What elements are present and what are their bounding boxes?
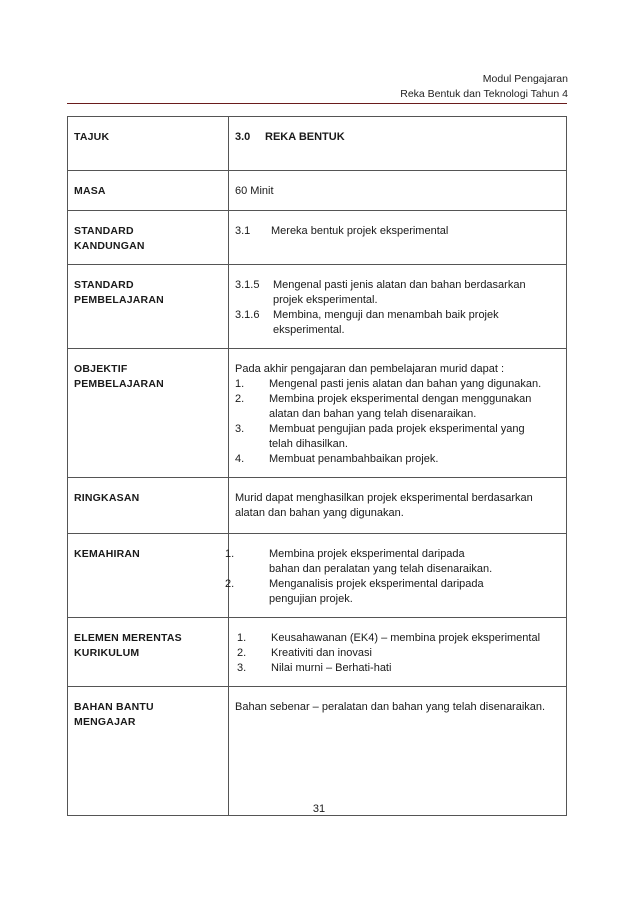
label-line: KURIKULUM [74, 647, 140, 659]
elemen-item [235, 631, 560, 646]
label-standard-kandungan [68, 211, 229, 265]
item-text: Membuat pengujian pada projek eksperimental yang [269, 423, 525, 435]
value-masa: 60 Minit [229, 171, 567, 211]
kemahiran-item [225, 577, 560, 607]
value-kemahiran [225, 534, 567, 618]
item-text: Membina projek eksperimental daripada [269, 548, 465, 560]
row-objektif [68, 349, 567, 478]
item-text: Menganalisis projek eksperimental daripada [269, 578, 484, 590]
label-ringkasan: RINGKASAN [68, 478, 229, 534]
sk-text: Mereka bentuk projek eksperimental [271, 225, 449, 237]
label-line: STANDARD [74, 225, 134, 237]
row-tajuk [68, 117, 567, 171]
value-ringkasan [229, 478, 567, 534]
header-module-title: Modul Pengajaran [482, 73, 568, 85]
item-text: pengujian projek. [269, 593, 353, 605]
label-elemen [68, 618, 229, 687]
running-header [400, 72, 568, 102]
sp-text: Mengenal pasti jenis alatan dan bahan berdasarkan [273, 279, 526, 291]
sp-item [235, 308, 560, 338]
sp-code: 3.1.6 [235, 309, 260, 321]
item-text: Keusahawanan (EK4) – membina projek eksperimental [271, 632, 541, 644]
sp-text: Membina, menguji dan menambah baik projek [273, 309, 499, 321]
row-bahan-bantu-mengajar [68, 687, 567, 816]
tajuk-title: REKA BENTUK [265, 131, 345, 143]
item-text: Nilai murni – Berhati-hati [271, 662, 392, 674]
value-standard-pembelajaran [229, 265, 567, 349]
item-text: Kreativiti dan inovasi [271, 647, 372, 659]
value-objektif [229, 349, 567, 478]
item-number: 1. [225, 548, 235, 560]
value-standard-kandungan [229, 211, 567, 265]
item-text: Membina projek eksperimental dengan menggunakan [269, 393, 532, 405]
page-number: 31 [312, 803, 326, 815]
item-number: 3. [237, 662, 247, 674]
label-line: OBJEKTIF [74, 363, 128, 375]
label-line: MENGAJAR [74, 716, 136, 728]
kemahiran-item [225, 547, 560, 577]
label-line: PEMBELAJARAN [74, 378, 164, 390]
value-tajuk [229, 117, 567, 171]
objektif-item [235, 422, 560, 452]
label-kemahiran: KEMAHIRAN [68, 534, 229, 618]
label-line: BAHAN BANTU [74, 701, 154, 713]
item-number: 2. [235, 393, 245, 405]
sp-text: eksperimental. [273, 324, 345, 336]
value-bahan-bantu: Bahan sebenar – peralatan dan bahan yang telah disenaraikan. [229, 687, 567, 816]
elemen-item [235, 661, 560, 676]
objektif-item [235, 377, 560, 392]
objektif-intro: Pada akhir pengajaran dan pembelajaran murid dapat : [235, 363, 505, 375]
row-ringkasan [68, 478, 567, 534]
label-standard-pembelajaran [68, 265, 229, 349]
label-line: ELEMEN MERENTAS [74, 632, 182, 644]
item-number: 4. [235, 453, 245, 465]
item-text: bahan dan peralatan yang telah disenaraikan. [269, 563, 493, 575]
item-text: telah dihasilkan. [269, 438, 348, 450]
header-subject-title: Reka Bentuk dan Teknologi Tahun 4 [400, 88, 568, 100]
label-objektif [68, 349, 229, 478]
lesson-plan-table [67, 116, 567, 816]
ringkasan-text: Murid dapat menghasilkan projek eksperimental berdasarkan [235, 492, 533, 504]
value-elemen [229, 618, 567, 687]
label-line: PEMBELAJARAN [74, 294, 164, 306]
item-text: alatan dan bahan yang telah disenaraikan. [269, 408, 477, 420]
row-masa [68, 171, 567, 211]
label-tajuk: TAJUK [68, 117, 229, 171]
label-line: STANDARD [74, 279, 134, 291]
objektif-item [235, 452, 560, 467]
sp-text: projek eksperimental. [273, 294, 378, 306]
objektif-item [235, 392, 560, 422]
item-number: 3. [235, 423, 245, 435]
elemen-item [235, 646, 560, 661]
sp-item [235, 278, 560, 308]
label-line: KANDUNGAN [74, 240, 145, 252]
item-number: 2. [225, 578, 235, 590]
item-number: 1. [237, 632, 247, 644]
item-number: 1. [235, 378, 245, 390]
row-elemen-merentas-kurikulum [68, 618, 567, 687]
row-kemahiran [68, 534, 567, 618]
sp-code: 3.1.5 [235, 279, 260, 291]
ringkasan-text: alatan dan bahan yang digunakan. [235, 507, 404, 519]
header-divider [67, 103, 567, 104]
tajuk-code: 3.0 [235, 131, 251, 143]
item-text: Mengenal pasti jenis alatan dan bahan yang digunakan. [269, 378, 542, 390]
row-standard-kandungan [68, 211, 567, 265]
item-number: 2. [237, 647, 247, 659]
row-standard-pembelajaran [68, 265, 567, 349]
label-bahan-bantu [68, 687, 229, 816]
item-text: Membuat penambahbaikan projek. [269, 453, 439, 465]
sk-code: 3.1 [235, 225, 251, 237]
label-masa: MASA [68, 171, 229, 211]
